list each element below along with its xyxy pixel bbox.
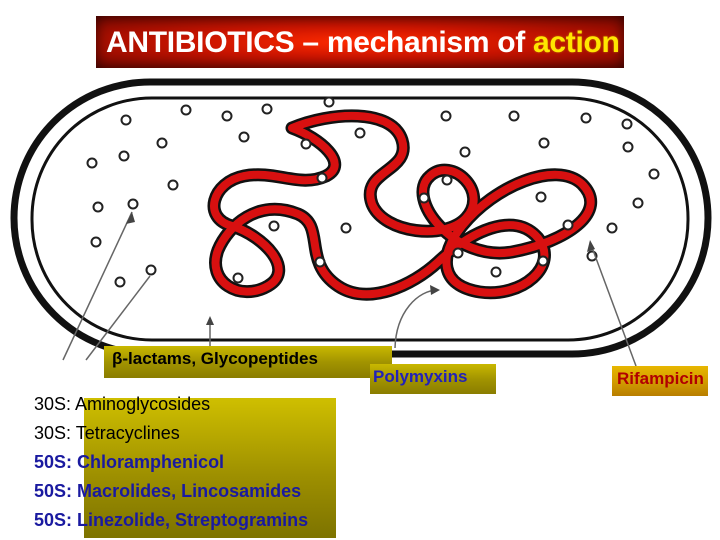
drugs: Tetracyclines <box>75 423 180 443</box>
membrane-label-text: Polymyxins <box>373 367 468 386</box>
drugs: Macrolides, Lincosamides <box>77 481 302 501</box>
cell-wall-label <box>104 346 392 378</box>
ribosome-target-row <box>34 506 308 535</box>
title-tail: action <box>532 26 620 59</box>
ribosome-target-row <box>34 448 308 477</box>
ribosome-target-row <box>34 419 308 448</box>
ribosome-target-row <box>34 390 308 419</box>
rna-polymerase-label-text: Rifampicin <box>617 369 704 388</box>
cell-wall <box>14 82 708 354</box>
title-main: ANTIBIOTICS – mechanism of <box>106 26 533 59</box>
subunit: 30S: <box>34 423 72 443</box>
subunit: 50S: <box>34 481 73 501</box>
subunit: 50S: <box>34 452 73 472</box>
cell-wall-label-text: β-lactams, Glycopeptides <box>112 349 318 368</box>
membrane-label <box>370 364 496 394</box>
drugs: Chloramphenicol <box>77 452 225 472</box>
subunit: 30S: <box>34 394 72 414</box>
ribosome-target-row <box>34 477 308 506</box>
ribosome-targets-list <box>34 390 308 535</box>
subunit: 50S: <box>34 510 73 530</box>
dna-strand <box>214 116 591 294</box>
rna-polymerase-label <box>612 366 708 396</box>
drugs: Linezolide, Streptogramins <box>77 510 309 530</box>
drugs: Aminoglycosides <box>75 394 211 414</box>
